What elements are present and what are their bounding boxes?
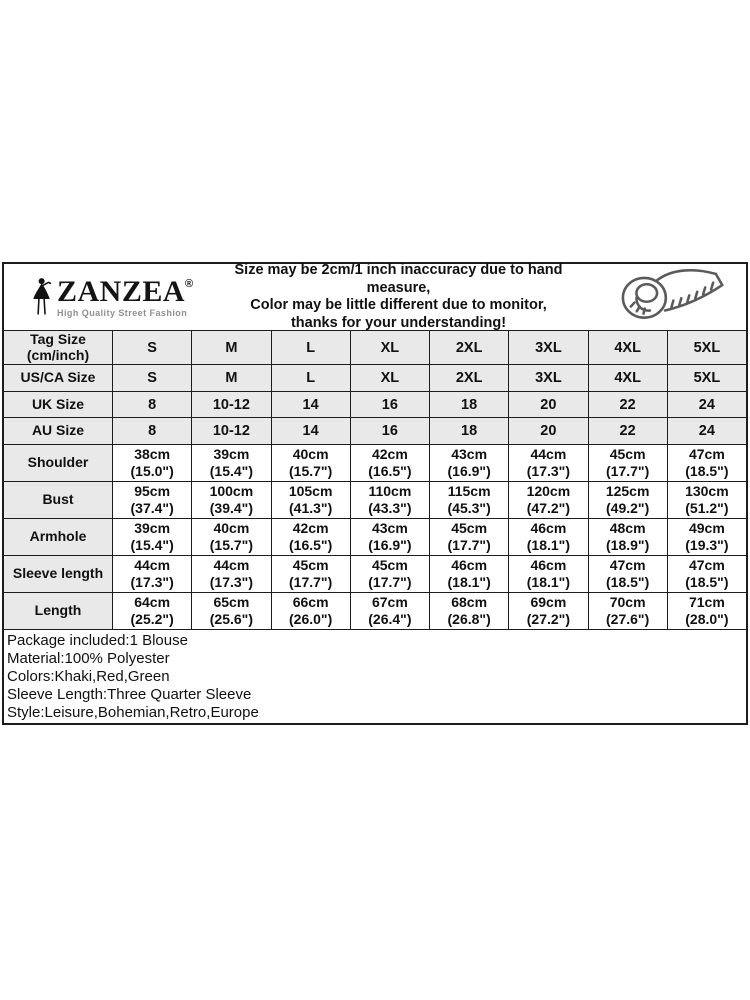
table-cell [112, 445, 191, 481]
table-cell [191, 519, 270, 555]
size-header-cell: M [191, 331, 270, 364]
product-info-line: Sleeve Length:Three Quarter Sleeve [7, 686, 252, 703]
size-header-cell: S [112, 331, 191, 364]
size-header-cell: 5XL [667, 331, 746, 364]
value-cm: 66cm [292, 593, 329, 610]
row-shoulder [4, 444, 746, 481]
table-cell: 16 [350, 418, 429, 444]
value-inch: (17.3") [526, 463, 570, 479]
row-tag-size [4, 330, 746, 364]
table-cell [112, 556, 191, 592]
table-cell [667, 482, 746, 518]
size-header-cell: 2XL [429, 331, 508, 364]
value-cm: 45cm [292, 556, 329, 573]
table-cell [112, 593, 191, 629]
brand-name-text: ZANZEA [57, 274, 186, 308]
disclaimer-line: Color may be little different due to monitor, [250, 297, 547, 313]
table-cell [271, 445, 350, 481]
table-cell [429, 445, 508, 481]
table-cell: 18 [429, 418, 508, 444]
value-cm: 44cm [213, 556, 250, 573]
value-cm: 115cm [447, 482, 491, 499]
value-cm: 48cm [609, 519, 646, 536]
value-inch: (16.5") [289, 537, 333, 553]
table-cell [191, 556, 270, 592]
table-cell: 24 [667, 392, 746, 417]
value-inch: (49.2") [606, 500, 650, 516]
row-sleeve-length [4, 555, 746, 592]
table-cell [429, 519, 508, 555]
table-cell: 8 [112, 392, 191, 417]
disclaimer-line: Size may be 2cm/1 inch inaccuracy due to hand measure, [234, 262, 563, 296]
value-inch: (15.7") [209, 537, 253, 553]
value-cm: 69cm [530, 593, 567, 610]
value-inch: (17.7") [368, 574, 412, 590]
table-cell [588, 445, 667, 481]
row-label-text: Tag Size [30, 331, 86, 347]
value-inch: (39.4") [209, 500, 253, 516]
value-cm: 45cm [609, 445, 646, 462]
value-cm: 100cm [209, 482, 254, 499]
value-inch: (18.1") [526, 574, 570, 590]
table-cell [350, 556, 429, 592]
value-inch: (18.1") [447, 574, 491, 590]
row-label-tag-size [4, 331, 112, 364]
value-cm: 47cm [688, 445, 725, 462]
value-inch: (17.3") [130, 574, 174, 590]
table-cell [191, 445, 270, 481]
table-cell [588, 556, 667, 592]
product-info [4, 629, 746, 723]
table-cell: XL [350, 365, 429, 391]
row-armhole [4, 518, 746, 555]
value-inch: (25.2") [130, 611, 174, 627]
table-cell [588, 593, 667, 629]
value-inch: (18.9") [606, 537, 650, 553]
value-inch: (17.7") [606, 463, 650, 479]
table-cell: 18 [429, 392, 508, 417]
table-cell: 10-12 [191, 418, 270, 444]
table-cell: 20 [508, 418, 587, 444]
table-cell [429, 482, 508, 518]
value-cm: 64cm [134, 593, 171, 610]
row-length [4, 592, 746, 629]
table-cell: 4XL [588, 365, 667, 391]
table-cell: M [191, 365, 270, 391]
value-inch: (19.3") [685, 537, 729, 553]
value-inch: (17.3") [209, 574, 253, 590]
value-inch: (43.3") [368, 500, 412, 516]
value-inch: (26.0") [289, 611, 333, 627]
value-cm: 46cm [530, 556, 567, 573]
value-cm: 47cm [688, 556, 725, 573]
value-cm: 120cm [526, 482, 571, 499]
table-cell [667, 445, 746, 481]
header-band [4, 264, 746, 330]
value-cm: 110cm [368, 482, 412, 499]
value-inch: (26.4") [368, 611, 412, 627]
product-info-line: Material:100% Polyester [7, 650, 170, 667]
value-cm: 44cm [134, 556, 171, 573]
table-cell: 2XL [429, 365, 508, 391]
value-cm: 43cm [451, 445, 488, 462]
value-cm: 42cm [292, 519, 329, 536]
table-cell [508, 445, 587, 481]
row-label: Length [4, 593, 112, 629]
product-info-line: Package included:1 Blouse [7, 632, 188, 649]
value-cm: 39cm [213, 445, 250, 462]
table-cell [508, 556, 587, 592]
value-cm: 125cm [605, 482, 650, 499]
table-cell [667, 519, 746, 555]
table-cell: 22 [588, 392, 667, 417]
value-inch: (47.2") [526, 500, 570, 516]
value-cm: 43cm [371, 519, 408, 536]
row-usca-size [4, 364, 746, 391]
row-label: US/CA Size [4, 365, 112, 391]
table-cell [112, 519, 191, 555]
row-bust [4, 481, 746, 518]
table-cell: S [112, 365, 191, 391]
value-inch: (51.2") [685, 500, 729, 516]
value-cm: 65cm [213, 593, 250, 610]
value-cm: 45cm [451, 519, 488, 536]
row-label: Bust [4, 482, 112, 518]
row-label: AU Size [4, 418, 112, 444]
table-cell [271, 593, 350, 629]
value-inch: (45.3") [447, 500, 491, 516]
size-disclaimer [199, 262, 598, 332]
value-cm: 39cm [134, 519, 171, 536]
value-cm: 68cm [451, 593, 488, 610]
table-cell [191, 482, 270, 518]
value-inch: (17.7") [289, 574, 333, 590]
value-inch: (15.0") [130, 463, 174, 479]
value-inch: (15.4") [130, 537, 174, 553]
row-label-sub: (cm/inch) [26, 346, 90, 363]
registered-mark: ® [185, 277, 194, 290]
value-inch: (41.3") [289, 500, 333, 516]
value-inch: (18.5") [685, 574, 729, 590]
table-cell [271, 482, 350, 518]
table-cell [350, 482, 429, 518]
value-inch: (37.4") [130, 500, 174, 516]
table-cell [667, 593, 746, 629]
table-cell [588, 519, 667, 555]
brand-logo [4, 269, 199, 325]
value-cm: 40cm [213, 519, 250, 536]
value-inch: (16.9") [368, 537, 412, 553]
table-cell: 14 [271, 392, 350, 417]
woman-silhouette-icon [28, 269, 54, 325]
value-cm: 42cm [371, 445, 408, 462]
table-cell: 16 [350, 392, 429, 417]
table-cell [350, 593, 429, 629]
table-cell [508, 593, 587, 629]
value-cm: 46cm [530, 519, 567, 536]
row-au-size [4, 417, 746, 444]
value-cm: 49cm [688, 519, 725, 536]
size-chart-sheet [2, 262, 748, 725]
table-cell [588, 482, 667, 518]
table-cell [508, 482, 587, 518]
value-cm: 40cm [292, 445, 329, 462]
value-inch: (15.7") [289, 463, 333, 479]
disclaimer-line: thanks for your understanding! [290, 314, 507, 331]
value-inch: (16.9") [447, 463, 491, 479]
value-inch: (18.1") [526, 537, 570, 553]
value-cm: 70cm [609, 593, 646, 610]
value-inch: (28.0") [685, 611, 729, 627]
value-cm: 38cm [134, 445, 171, 462]
table-cell [271, 556, 350, 592]
table-cell: 14 [271, 418, 350, 444]
table-cell [429, 593, 508, 629]
size-header-cell: XL [350, 331, 429, 364]
value-cm: 67cm [371, 593, 408, 610]
table-cell [112, 482, 191, 518]
value-cm: 46cm [451, 556, 488, 573]
size-header-cell: L [271, 331, 350, 364]
table-cell: 22 [588, 418, 667, 444]
measuring-tape-icon [598, 266, 746, 328]
table-cell [350, 519, 429, 555]
value-inch: (16.5") [368, 463, 412, 479]
value-inch: (18.5") [606, 574, 650, 590]
table-cell [429, 556, 508, 592]
product-info-line: Colors:Khaki,Red,Green [7, 668, 170, 685]
value-cm: 71cm [688, 593, 725, 610]
value-cm: 47cm [609, 556, 646, 573]
value-cm: 45cm [371, 556, 408, 573]
brand-name [57, 274, 194, 308]
table-cell [350, 445, 429, 481]
size-header-cell: 3XL [508, 331, 587, 364]
value-cm: 44cm [530, 445, 567, 462]
table-cell: 5XL [667, 365, 746, 391]
table-cell: 24 [667, 418, 746, 444]
table-cell: 8 [112, 418, 191, 444]
table-cell: 20 [508, 392, 587, 417]
value-cm: 95cm [134, 482, 171, 499]
row-uk-size [4, 391, 746, 417]
table-cell [271, 519, 350, 555]
row-label: Shoulder [4, 445, 112, 481]
row-label: Armhole [4, 519, 112, 555]
table-cell [667, 556, 746, 592]
brand-tagline: High Quality Street Fashion [57, 307, 188, 318]
value-inch: (17.7") [447, 537, 491, 553]
table-cell: L [271, 365, 350, 391]
value-inch: (18.5") [685, 463, 729, 479]
value-inch: (15.4") [209, 463, 253, 479]
value-inch: (25.6") [209, 611, 253, 627]
row-label: Sleeve length [4, 556, 112, 592]
value-cm: 130cm [685, 482, 729, 499]
value-inch: (27.2") [526, 611, 570, 627]
row-label: UK Size [4, 392, 112, 417]
value-inch: (27.6") [606, 611, 650, 627]
product-info-line: Style:Leisure,Bohemian,Retro,Europe [7, 704, 259, 721]
value-cm: 105cm [288, 482, 333, 499]
brand-wordmark [57, 274, 194, 318]
table-cell [508, 519, 587, 555]
table-cell [191, 593, 270, 629]
table-cell: 3XL [508, 365, 587, 391]
size-header-cell: 4XL [588, 331, 667, 364]
table-cell: 10-12 [191, 392, 270, 417]
value-inch: (26.8") [447, 611, 491, 627]
